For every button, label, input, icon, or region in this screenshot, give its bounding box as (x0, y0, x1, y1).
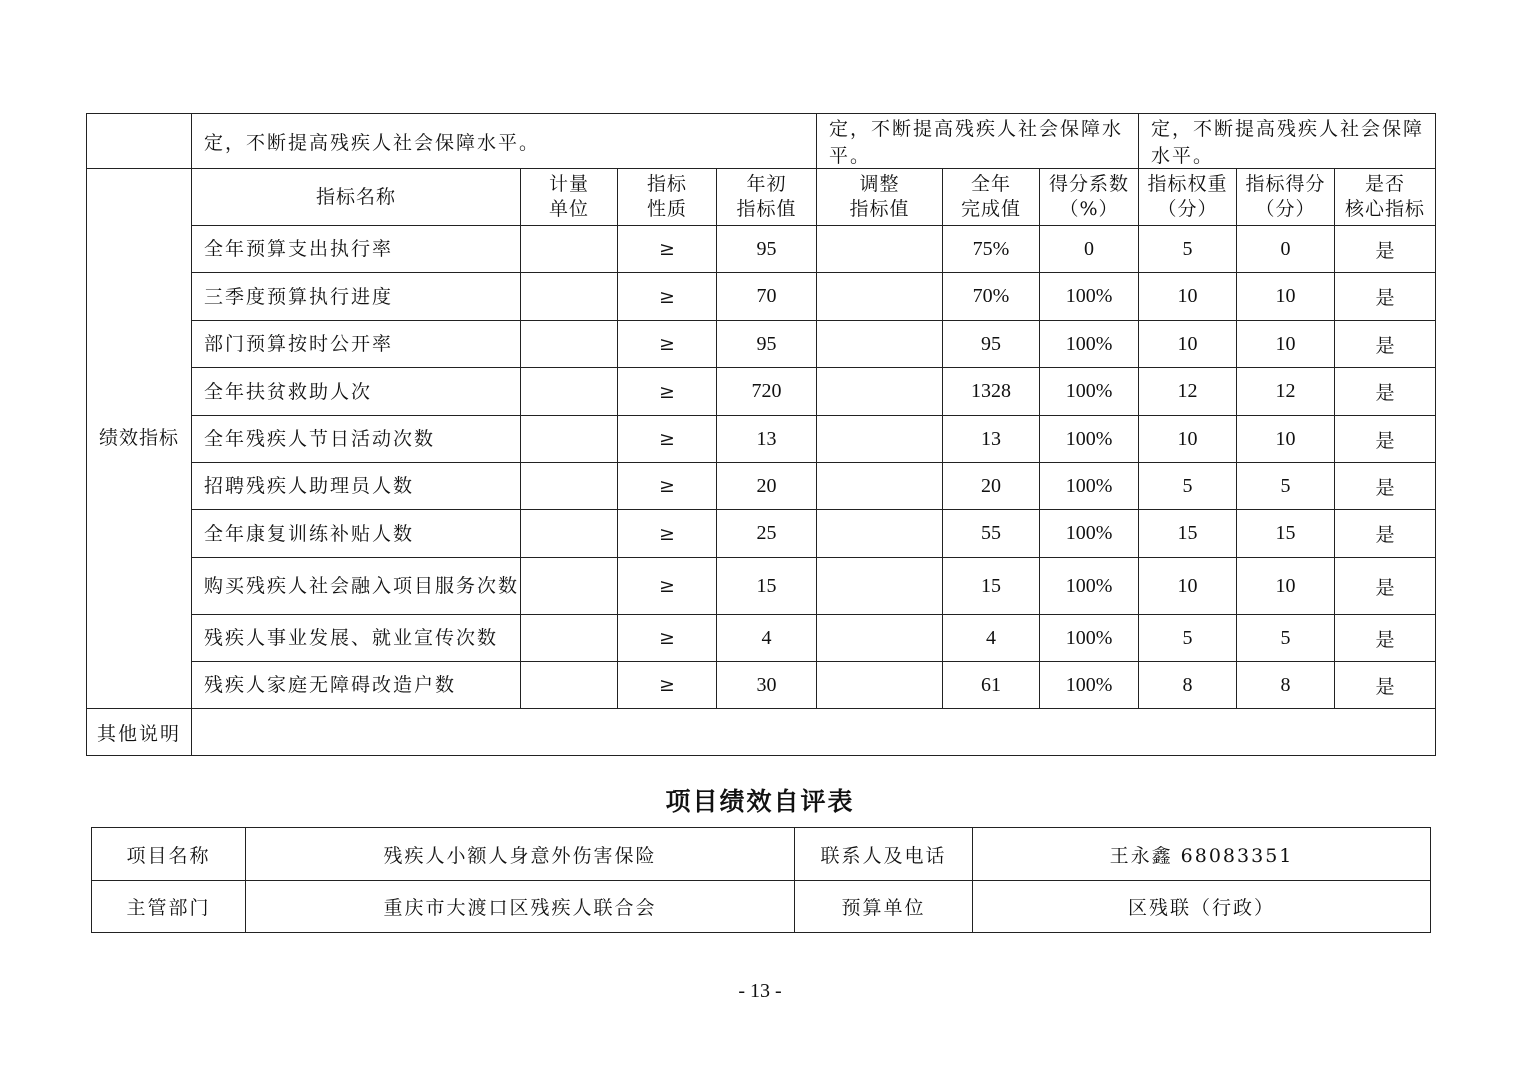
header-weight (1139, 169, 1237, 226)
header-actual-line2: 完成值 (961, 198, 1022, 220)
indicator-weight: 12 (1139, 368, 1237, 416)
header-initial-line1: 年初 (746, 173, 787, 195)
indicator-initial-value: 25 (717, 510, 817, 558)
indicator-weight: 5 (1139, 463, 1237, 510)
indicator-score: 12 (1237, 368, 1335, 416)
header-score-line1: 指标得分 (1245, 173, 1326, 195)
budget-unit-label: 预算单位 (795, 881, 973, 933)
project-name-value: 残疾人小额人身意外伤害保险 (246, 828, 795, 881)
indicator-nature: ≥ (618, 558, 717, 615)
indicator-section-label: 绩效指标 (87, 169, 192, 709)
goal-text-1: 定，不断提高残疾人社会保障水平。 (192, 114, 817, 169)
other-notes-value (192, 709, 1436, 756)
indicator-is-core: 是 (1335, 463, 1436, 510)
indicator-unit (521, 321, 618, 368)
indicator-initial-value: 30 (717, 662, 817, 709)
indicator-score: 10 (1237, 321, 1335, 368)
indicator-nature: ≥ (618, 416, 717, 463)
indicator-score-coef: 100% (1040, 321, 1139, 368)
indicator-row (87, 273, 1436, 321)
indicator-is-core: 是 (1335, 615, 1436, 662)
indicator-actual-value: 95 (943, 321, 1040, 368)
indicator-is-core: 是 (1335, 416, 1436, 463)
header-unit-line2: 单位 (548, 198, 589, 220)
header-adjusted-line1: 调整 (859, 173, 900, 195)
indicator-initial-value: 95 (717, 226, 817, 273)
indicator-adjusted-value (817, 662, 943, 709)
indicator-row (87, 416, 1436, 463)
indicator-score: 5 (1237, 463, 1335, 510)
indicator-row (87, 558, 1436, 615)
header-nature-line2: 性质 (646, 198, 687, 220)
indicator-name: 残疾人事业发展、就业宣传次数 (192, 615, 521, 662)
indicator-actual-value: 55 (943, 510, 1040, 558)
header-initial (717, 169, 817, 226)
indicator-actual-value: 61 (943, 662, 1040, 709)
goals-row (87, 114, 1436, 169)
indicator-name: 三季度预算执行进度 (192, 273, 521, 321)
indicator-initial-value: 15 (717, 558, 817, 615)
indicator-score-coef: 100% (1040, 615, 1139, 662)
indicator-name: 全年扶贫救助人次 (192, 368, 521, 416)
indicator-adjusted-value (817, 368, 943, 416)
indicator-score: 0 (1237, 226, 1335, 273)
indicator-score-coef: 100% (1040, 662, 1139, 709)
indicator-actual-value: 15 (943, 558, 1040, 615)
indicator-score: 10 (1237, 416, 1335, 463)
indicator-score: 10 (1237, 558, 1335, 615)
indicator-nature: ≥ (618, 368, 717, 416)
indicator-name: 全年残疾人节日活动次数 (192, 416, 521, 463)
indicator-unit (521, 510, 618, 558)
indicator-score: 10 (1237, 273, 1335, 321)
indicator-weight: 5 (1139, 615, 1237, 662)
contact-value: 王永鑫 68083351 (973, 828, 1431, 881)
indicator-score: 8 (1237, 662, 1335, 709)
indicator-adjusted-value (817, 463, 943, 510)
header-score-line2: （分） (1255, 198, 1316, 220)
indicator-unit (521, 416, 618, 463)
header-nature (618, 169, 717, 226)
indicator-score-coef: 100% (1040, 416, 1139, 463)
project-row-1 (92, 828, 1431, 881)
indicator-actual-value: 20 (943, 463, 1040, 510)
indicator-row (87, 321, 1436, 368)
indicator-name: 残疾人家庭无障碍改造户数 (192, 662, 521, 709)
indicator-unit (521, 662, 618, 709)
indicator-is-core: 是 (1335, 273, 1436, 321)
indicator-score-coef: 100% (1040, 368, 1139, 416)
goal-text-2: 定，不断提高残疾人社会保障水平。 (817, 114, 1139, 169)
header-unit (521, 169, 618, 226)
indicator-weight: 10 (1139, 558, 1237, 615)
indicator-row (87, 615, 1436, 662)
indicator-nature: ≥ (618, 463, 717, 510)
indicator-score: 5 (1237, 615, 1335, 662)
indicator-unit (521, 273, 618, 321)
performance-indicator-table (86, 113, 1436, 756)
indicator-score-coef: 100% (1040, 463, 1139, 510)
goal-text-3: 定，不断提高残疾人社会保障水平。 (1139, 114, 1436, 169)
indicator-is-core: 是 (1335, 321, 1436, 368)
indicator-score-coef: 100% (1040, 510, 1139, 558)
indicator-adjusted-value (817, 558, 943, 615)
indicator-is-core: 是 (1335, 368, 1436, 416)
indicator-unit (521, 615, 618, 662)
indicator-weight: 10 (1139, 321, 1237, 368)
indicator-actual-value: 70% (943, 273, 1040, 321)
indicator-is-core: 是 (1335, 558, 1436, 615)
header-nature-line1: 指标 (646, 173, 687, 195)
indicator-weight: 15 (1139, 510, 1237, 558)
page-number: - 13 - (738, 980, 782, 1002)
indicator-unit (521, 463, 618, 510)
indicator-weight: 5 (1139, 226, 1237, 273)
indicator-nature: ≥ (618, 273, 717, 321)
indicator-adjusted-value (817, 321, 943, 368)
header-adjusted (817, 169, 943, 226)
header-indicator-name: 指标名称 (192, 169, 521, 226)
header-coef (1040, 169, 1139, 226)
indicator-is-core: 是 (1335, 510, 1436, 558)
header-core-line2: 核心指标 (1345, 198, 1426, 220)
header-initial-line2: 指标值 (736, 198, 797, 220)
indicator-name: 部门预算按时公开率 (192, 321, 521, 368)
indicator-adjusted-value (817, 226, 943, 273)
header-coef-line1: 得分系数 (1049, 173, 1130, 195)
indicator-actual-value: 4 (943, 615, 1040, 662)
indicator-row (87, 226, 1436, 273)
other-notes-label: 其他说明 (87, 709, 192, 756)
indicator-weight: 8 (1139, 662, 1237, 709)
indicator-row (87, 368, 1436, 416)
dept-value: 重庆市大渡口区残疾人联合会 (246, 881, 795, 933)
indicator-score-coef: 100% (1040, 273, 1139, 321)
indicator-row (87, 510, 1436, 558)
indicator-initial-value: 95 (717, 321, 817, 368)
indicator-initial-value: 70 (717, 273, 817, 321)
project-name-label: 项目名称 (92, 828, 246, 881)
indicator-actual-value: 1328 (943, 368, 1040, 416)
indicator-row (87, 662, 1436, 709)
indicator-header-row (87, 169, 1436, 226)
header-unit-line1: 计量 (548, 173, 589, 195)
goals-row-label (87, 114, 192, 169)
indicator-nature: ≥ (618, 321, 717, 368)
indicator-actual-value: 75% (943, 226, 1040, 273)
indicator-score: 15 (1237, 510, 1335, 558)
indicator-nature: ≥ (618, 510, 717, 558)
indicator-score-coef: 0 (1040, 226, 1139, 273)
indicator-nature: ≥ (618, 226, 717, 273)
indicator-initial-value: 13 (717, 416, 817, 463)
other-notes-row (87, 709, 1436, 756)
project-info-table (91, 827, 1431, 933)
indicator-adjusted-value (817, 416, 943, 463)
indicator-adjusted-value (817, 615, 943, 662)
contact-label: 联系人及电话 (795, 828, 973, 881)
indicator-nature: ≥ (618, 615, 717, 662)
indicator-initial-value: 720 (717, 368, 817, 416)
indicator-initial-value: 4 (717, 615, 817, 662)
indicator-name: 购买残疾人社会融入项目服务次数 (192, 558, 521, 615)
header-core (1335, 169, 1436, 226)
section-title: 项目绩效自评表 (665, 787, 855, 816)
indicator-weight: 10 (1139, 273, 1237, 321)
header-adjusted-line2: 指标值 (849, 198, 910, 220)
indicator-is-core: 是 (1335, 662, 1436, 709)
indicator-unit (521, 368, 618, 416)
indicator-adjusted-value (817, 273, 943, 321)
indicator-score-coef: 100% (1040, 558, 1139, 615)
indicator-row (87, 463, 1436, 510)
header-weight-line2: （分） (1157, 198, 1218, 220)
indicator-unit (521, 226, 618, 273)
indicator-initial-value: 20 (717, 463, 817, 510)
indicator-name: 招聘残疾人助理员人数 (192, 463, 521, 510)
indicator-name: 全年康复训练补贴人数 (192, 510, 521, 558)
indicator-name: 全年预算支出执行率 (192, 226, 521, 273)
indicator-actual-value: 13 (943, 416, 1040, 463)
indicator-weight: 10 (1139, 416, 1237, 463)
indicator-unit (521, 558, 618, 615)
indicator-nature: ≥ (618, 662, 717, 709)
header-coef-line2: （%） (1059, 198, 1119, 220)
budget-unit-value: 区残联（行政） (973, 881, 1431, 933)
dept-label: 主管部门 (92, 881, 246, 933)
header-score (1237, 169, 1335, 226)
indicator-adjusted-value (817, 510, 943, 558)
header-actual-line1: 全年 (971, 173, 1012, 195)
header-core-line1: 是否 (1365, 173, 1406, 195)
project-row-2 (92, 881, 1431, 933)
header-weight-line1: 指标权重 (1147, 173, 1228, 195)
indicator-is-core: 是 (1335, 226, 1436, 273)
header-actual (943, 169, 1040, 226)
